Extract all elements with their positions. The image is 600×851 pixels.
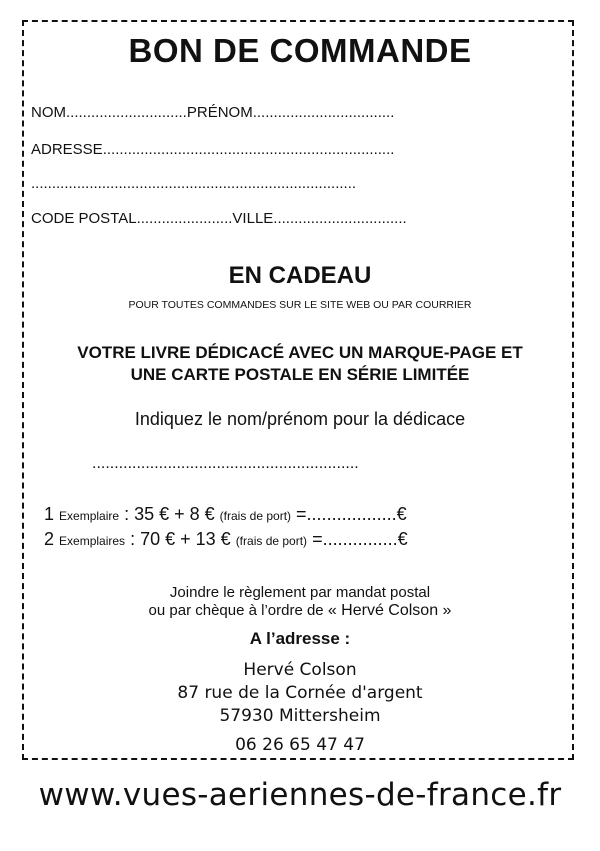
dedicace-label: Indiquez le nom/prénom pour la dédicace xyxy=(134,409,466,429)
payment-line-1: Joindre le règlement par mandat postal xyxy=(169,584,431,601)
dedicace-field[interactable]: ............................................................ xyxy=(92,455,359,472)
price-row-2-shipping: (frais de port) xyxy=(235,534,308,548)
offer-line-1: VOTRE LIVRE DÉDICACÉ AVEC UN MARQUE-PAGE ET xyxy=(77,343,523,362)
price-row-1-amount: : 35 € + 8 € xyxy=(124,504,215,524)
price-row-1-qty: 1 xyxy=(44,504,55,524)
website-url[interactable]: www.vues-aeriennes-de-france.fr xyxy=(38,777,562,813)
address-street: 87 rue de la Cornée d'argent xyxy=(177,683,423,703)
adresse-line2-field[interactable]: .............................................................................. xyxy=(31,175,357,192)
address-city: 57930 Mittersheim xyxy=(219,706,381,726)
price-row-1 xyxy=(44,504,407,525)
code-postal-ville-field[interactable]: CODE POSTAL.......................VILLE................................ xyxy=(31,210,407,227)
address-phone: 06 26 65 47 47 xyxy=(235,735,365,755)
price-row-2-amount: : 70 € + 13 € xyxy=(130,529,231,549)
adresse-field[interactable]: ADRESSE...................................................................... xyxy=(31,141,395,158)
gift-title: EN CADEAU xyxy=(228,262,372,289)
price-row-2-qty: 2 xyxy=(44,529,55,549)
price-row-2-unit: Exemplaires xyxy=(59,534,126,548)
price-row-2 xyxy=(44,529,408,550)
payment-line-2 xyxy=(0,602,600,620)
page-title: BON DE COMMANDE xyxy=(128,32,472,69)
coupon-dashed-border xyxy=(22,20,574,760)
nom-prenom-field[interactable]: NOM.............................PRÉNOM.................................. xyxy=(31,104,395,121)
payment-line-2-prefix: ou par chèque à l’ordre de xyxy=(148,602,324,619)
price-row-1-shipping: (frais de port) xyxy=(219,509,292,523)
price-row-1-unit: Exemplaire xyxy=(59,509,120,523)
address-name: Hervé Colson xyxy=(243,660,357,680)
price-row-2-total[interactable]: =...............€ xyxy=(312,529,408,549)
offer-line-2: UNE CARTE POSTALE EN SÉRIE LIMITÉE xyxy=(130,365,470,384)
address-label: A l’adresse : xyxy=(249,629,351,648)
payee-name: « Hervé Colson » xyxy=(327,602,452,619)
price-row-1-total[interactable]: =..................€ xyxy=(296,504,407,524)
gift-subtitle: POUR TOUTES COMMANDES SUR LE SITE WEB OU PAR COURRIER xyxy=(128,299,472,311)
